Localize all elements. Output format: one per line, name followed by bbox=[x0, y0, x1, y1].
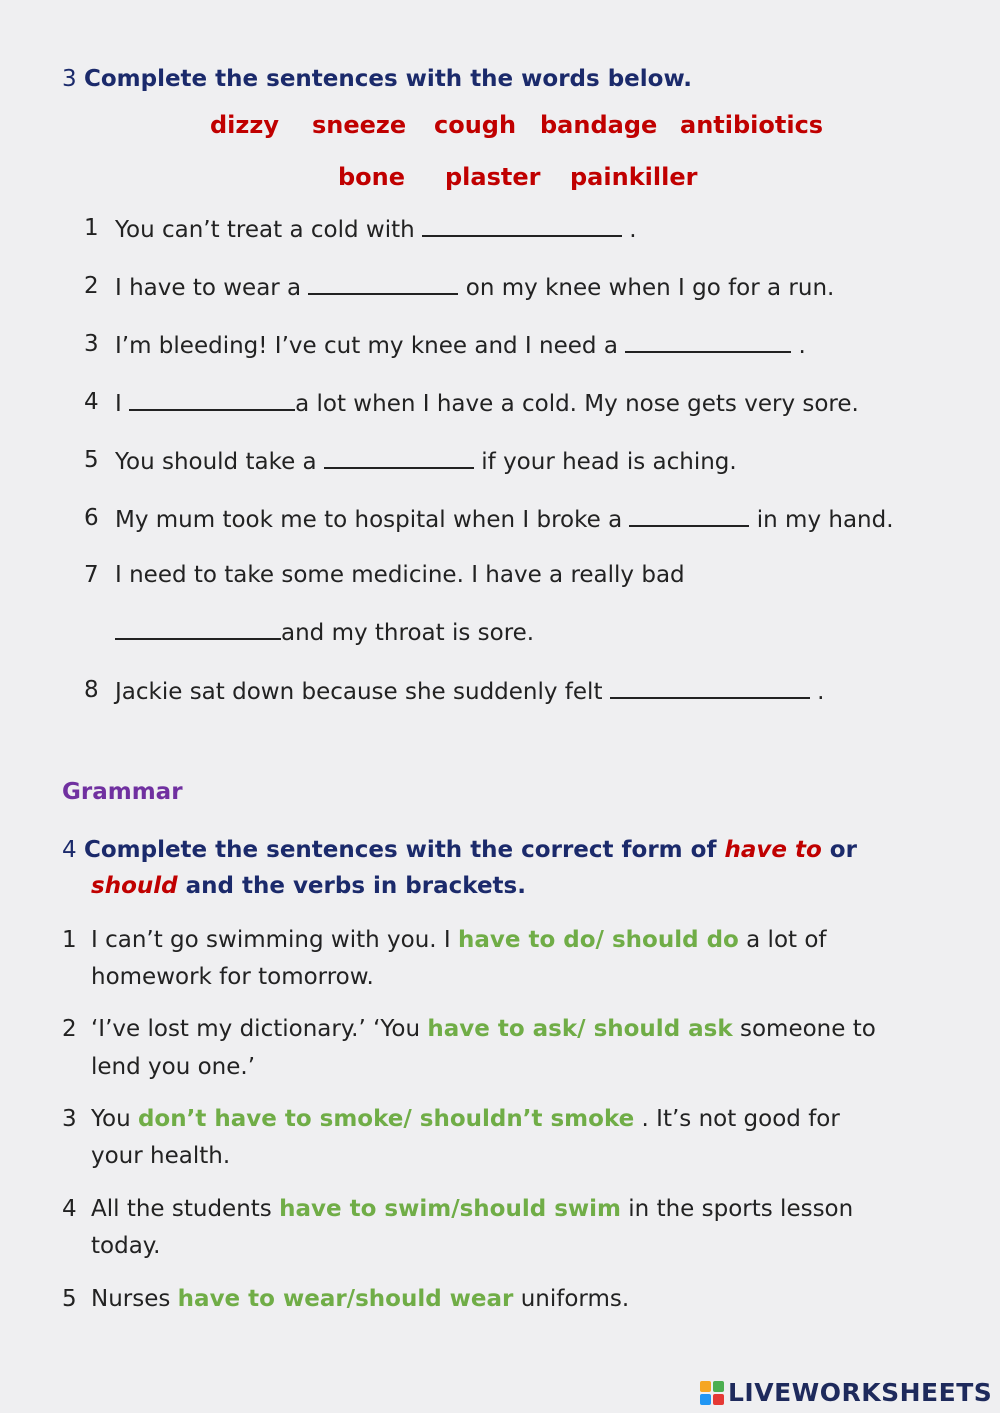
answer-blank[interactable] bbox=[610, 677, 810, 699]
logo-square bbox=[713, 1394, 724, 1405]
ex4-item-number: 2 bbox=[62, 1016, 77, 1042]
answer-text[interactable]: have to do/ should do bbox=[458, 927, 739, 953]
sentence-text: a lot of bbox=[738, 927, 827, 953]
ex4-item-1-cont: homework for tomorrow. bbox=[91, 964, 374, 990]
sentence-text: I can’t go swimming with you. I bbox=[91, 927, 458, 953]
answer-blank[interactable] bbox=[308, 273, 458, 295]
ex4-instruction: Complete the sentences with the correct form of bbox=[83, 837, 725, 863]
sentence-text: I’m bleeding! I’ve cut my knee and I need a bbox=[115, 333, 626, 359]
word-bank-item: bone bbox=[338, 163, 406, 191]
ex3-item-7-cont bbox=[115, 618, 534, 646]
logo-square bbox=[700, 1394, 711, 1405]
ex4-instruction-line1 bbox=[62, 837, 857, 863]
liveworksheets-logo-text: LIVEWORKSHEETS bbox=[728, 1378, 993, 1407]
sentence-text: Nurses bbox=[91, 1286, 178, 1312]
ex4-keyword-have-to: have to bbox=[724, 837, 822, 863]
answer-blank[interactable] bbox=[422, 215, 622, 237]
sentence-text: if your head is aching. bbox=[473, 449, 737, 475]
answer-blank[interactable] bbox=[625, 331, 791, 353]
ex4-item-5 bbox=[91, 1286, 629, 1312]
sentence-text: and my throat is sore. bbox=[281, 620, 535, 646]
ex4-item-2-cont: lend you one.’ bbox=[91, 1054, 256, 1080]
sentence-text: I need to take some medicine. I have a really bad bbox=[115, 562, 685, 588]
ex3-instruction: Complete the sentences with the words below. bbox=[83, 66, 692, 92]
sentence-text: I bbox=[115, 391, 130, 417]
ex3-item-number: 1 bbox=[84, 215, 99, 241]
sentence-text: . It’s not good for bbox=[634, 1106, 840, 1132]
ex4-item-3-cont: your health. bbox=[91, 1143, 231, 1169]
ex4-item-4-cont: today. bbox=[91, 1233, 161, 1259]
sentence-text: Jackie sat down because she suddenly felt bbox=[115, 679, 610, 705]
ex3-item-2 bbox=[115, 273, 834, 301]
sentence-text: on my knee when I go for a run. bbox=[458, 275, 835, 301]
ex3-number: 3 bbox=[62, 66, 77, 92]
sentence-text: . bbox=[622, 217, 637, 243]
sentence-text: uniforms. bbox=[513, 1286, 630, 1312]
sentence-text: My mum took me to hospital when I broke a bbox=[115, 507, 630, 533]
word-bank-item: cough bbox=[434, 111, 517, 139]
word-bank-item: antibiotics bbox=[680, 111, 824, 139]
ex3-item-1 bbox=[115, 215, 637, 243]
ex3-instruction-line bbox=[62, 66, 692, 92]
ex4-item-3 bbox=[91, 1106, 840, 1132]
ex4-instruction-line2 bbox=[91, 873, 526, 899]
word-bank-item: bandage bbox=[540, 111, 658, 139]
answer-text[interactable]: have to swim/should swim bbox=[279, 1196, 621, 1222]
sentence-text: I have to wear a bbox=[115, 275, 309, 301]
ex4-item-number: 4 bbox=[62, 1196, 77, 1222]
answer-text[interactable]: have to wear/should wear bbox=[177, 1286, 514, 1312]
logo-square bbox=[713, 1381, 724, 1392]
liveworksheets-logo-icon bbox=[700, 1381, 724, 1405]
ex3-item-number: 5 bbox=[84, 447, 99, 473]
liveworksheets-logo bbox=[700, 1378, 992, 1407]
sentence-text: in the sports lesson bbox=[620, 1196, 854, 1222]
ex4-item-number: 5 bbox=[62, 1286, 77, 1312]
answer-text[interactable]: don’t have to smoke/ shouldn’t smoke bbox=[137, 1106, 635, 1132]
word-bank-item: dizzy bbox=[210, 111, 279, 139]
word-bank-item: painkiller bbox=[570, 163, 698, 191]
ex3-item-number: 4 bbox=[84, 389, 99, 415]
answer-blank[interactable] bbox=[129, 389, 295, 411]
ex3-item-8 bbox=[115, 677, 824, 705]
sentence-text: You can’t treat a cold with bbox=[115, 217, 422, 243]
ex3-item-number: 3 bbox=[84, 331, 99, 357]
answer-text[interactable]: have to ask/ should ask bbox=[427, 1016, 733, 1042]
sentence-text: in my hand. bbox=[749, 507, 894, 533]
ex4-keyword-should: should bbox=[91, 873, 178, 899]
ex4-instruction: and the verbs in brackets. bbox=[177, 873, 526, 899]
ex4-number: 4 bbox=[62, 837, 77, 863]
word-bank-item: plaster bbox=[445, 163, 541, 191]
sentence-text: All the students bbox=[91, 1196, 280, 1222]
ex3-item-number: 2 bbox=[84, 273, 99, 299]
grammar-heading: Grammar bbox=[62, 779, 183, 805]
ex4-item-1 bbox=[91, 927, 827, 953]
ex3-item-3 bbox=[115, 331, 806, 359]
ex4-item-2 bbox=[91, 1016, 876, 1042]
ex3-item-6 bbox=[115, 505, 894, 533]
sentence-text: someone to bbox=[732, 1016, 876, 1042]
sentence-text: . bbox=[791, 333, 806, 359]
ex3-item-4 bbox=[115, 389, 859, 417]
ex4-item-4 bbox=[91, 1196, 853, 1222]
sentence-text: You should take a bbox=[115, 449, 324, 475]
ex3-item-7 bbox=[115, 562, 685, 588]
answer-blank[interactable] bbox=[115, 618, 281, 640]
ex3-item-number: 8 bbox=[84, 677, 99, 703]
ex3-item-number: 7 bbox=[84, 562, 99, 588]
ex3-item-5 bbox=[115, 447, 737, 475]
word-bank-item: sneeze bbox=[312, 111, 407, 139]
answer-blank[interactable] bbox=[629, 505, 749, 527]
ex4-instruction: or bbox=[821, 837, 857, 863]
sentence-text: ‘I’ve lost my dictionary.’ ‘You bbox=[91, 1016, 428, 1042]
sentence-text: You bbox=[91, 1106, 138, 1132]
sentence-text: . bbox=[809, 679, 825, 705]
sentence-text: a lot when I have a cold. My nose gets very sore. bbox=[295, 391, 859, 417]
ex4-item-number: 1 bbox=[62, 927, 77, 953]
ex3-item-number: 6 bbox=[84, 505, 99, 531]
answer-blank[interactable] bbox=[324, 447, 474, 469]
logo-square bbox=[700, 1381, 711, 1392]
ex4-item-number: 3 bbox=[62, 1106, 77, 1132]
